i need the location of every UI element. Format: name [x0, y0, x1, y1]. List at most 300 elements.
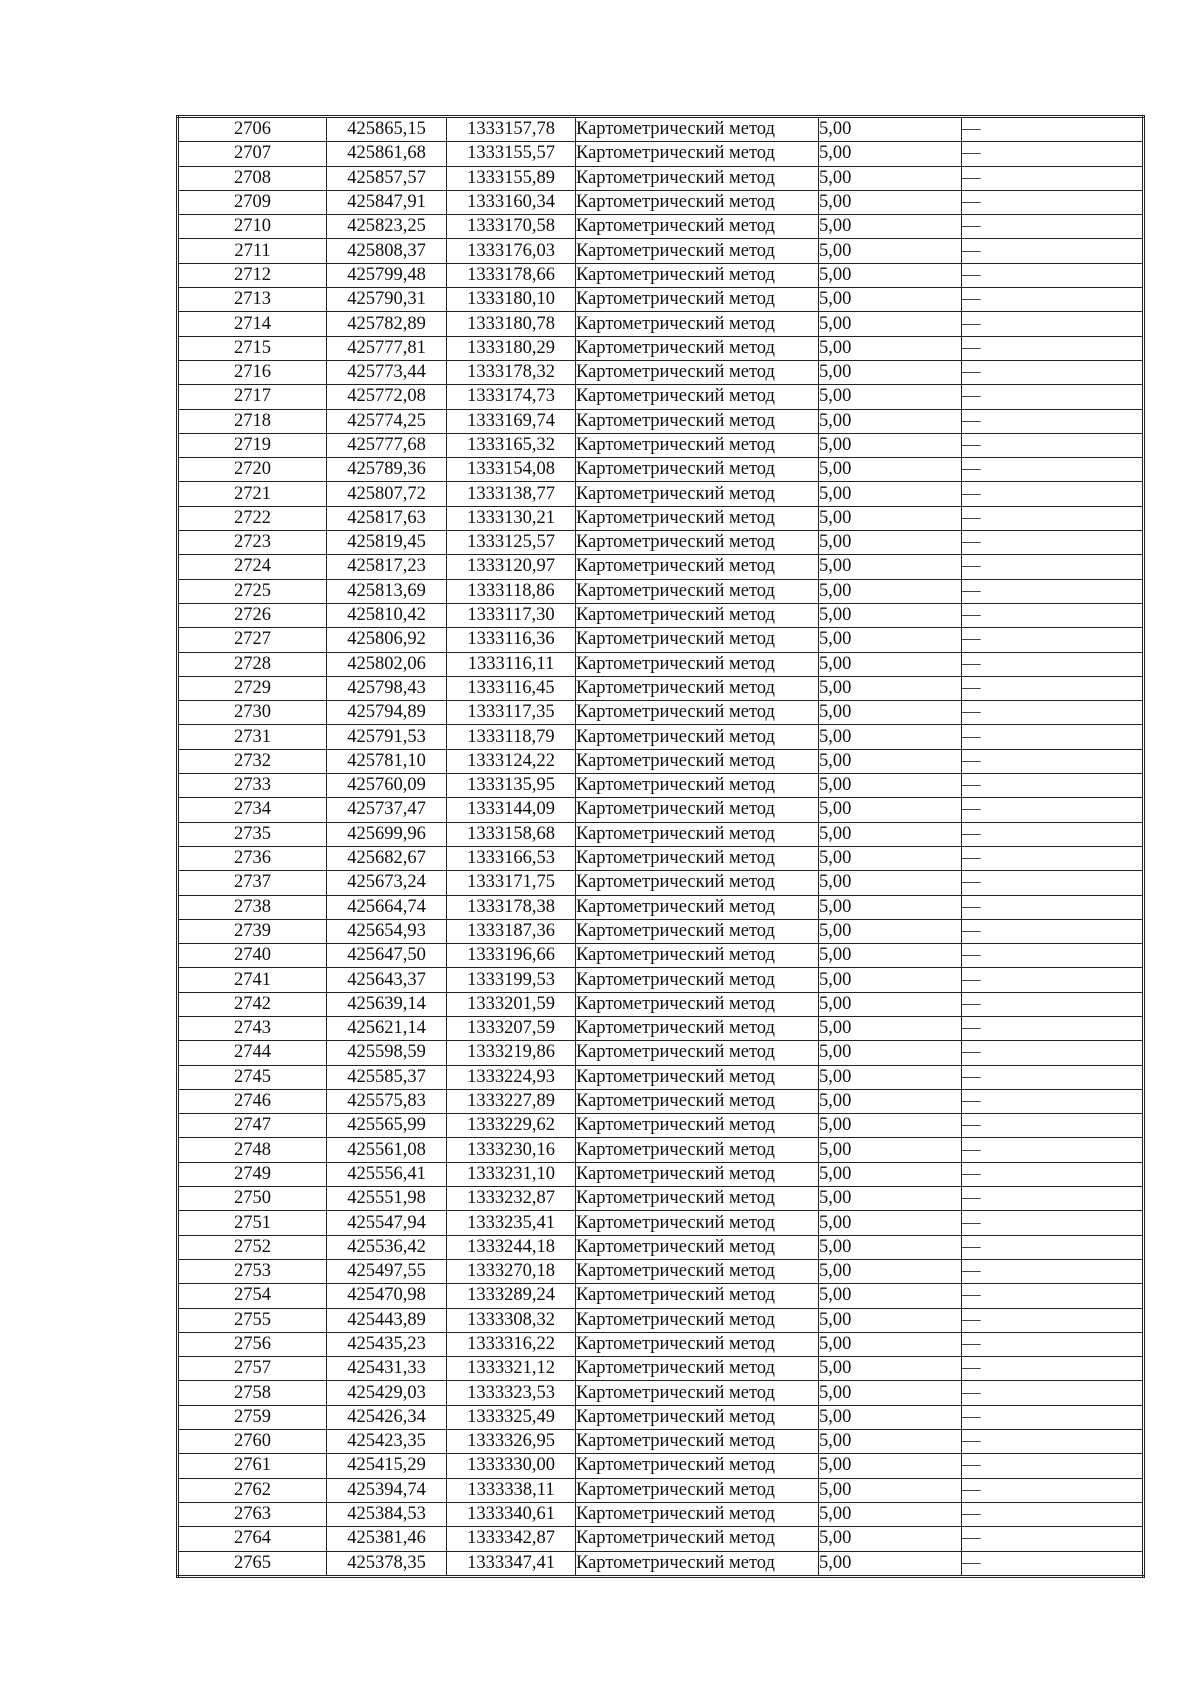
- description-cell: —: [962, 288, 1144, 312]
- table-row: [178, 312, 1144, 336]
- description-cell: —: [962, 1308, 1144, 1332]
- accuracy-cell: 5,00: [819, 895, 962, 919]
- table-row: [178, 774, 1144, 798]
- y-coordinate-cell: 1333120,97: [447, 555, 576, 579]
- accuracy-cell: 5,00: [819, 190, 962, 214]
- description-cell: —: [962, 1041, 1144, 1065]
- point-number-cell: 2734: [178, 798, 327, 822]
- description-cell: —: [962, 1065, 1144, 1089]
- x-coordinate-cell: 425639,14: [327, 992, 447, 1016]
- x-coordinate-cell: 425429,03: [327, 1381, 447, 1405]
- description-cell: —: [962, 1138, 1144, 1162]
- table-row: [178, 1527, 1144, 1551]
- x-coordinate-cell: 425817,23: [327, 555, 447, 579]
- accuracy-cell: 5,00: [819, 1308, 962, 1332]
- point-number-cell: 2706: [178, 117, 327, 142]
- accuracy-cell: 5,00: [819, 1405, 962, 1429]
- y-coordinate-cell: 1333138,77: [447, 482, 576, 506]
- table-row: [178, 1016, 1144, 1040]
- method-cell: Картометрический метод: [576, 1235, 819, 1259]
- x-coordinate-cell: 425443,89: [327, 1308, 447, 1332]
- description-cell: —: [962, 1016, 1144, 1040]
- accuracy-cell: 5,00: [819, 117, 962, 142]
- table-row: [178, 1405, 1144, 1429]
- y-coordinate-cell: 1333323,53: [447, 1381, 576, 1405]
- x-coordinate-cell: 425682,67: [327, 846, 447, 870]
- description-cell: —: [962, 1381, 1144, 1405]
- description-cell: —: [962, 774, 1144, 798]
- accuracy-cell: 5,00: [819, 749, 962, 773]
- table-row: [178, 1381, 1144, 1405]
- y-coordinate-cell: 1333170,58: [447, 215, 576, 239]
- table-row: [178, 968, 1144, 992]
- method-cell: Картометрический метод: [576, 895, 819, 919]
- x-coordinate-cell: 425760,09: [327, 774, 447, 798]
- point-number-cell: 2755: [178, 1308, 327, 1332]
- point-number-cell: 2708: [178, 166, 327, 190]
- description-cell: —: [962, 1332, 1144, 1356]
- table-row: [178, 1065, 1144, 1089]
- table-row: [178, 1187, 1144, 1211]
- y-coordinate-cell: 1333342,87: [447, 1527, 576, 1551]
- description-cell: —: [962, 1211, 1144, 1235]
- table-row: [178, 919, 1144, 943]
- description-cell: —: [962, 1259, 1144, 1283]
- table-row: [178, 822, 1144, 846]
- table-row: [178, 944, 1144, 968]
- method-cell: Картометрический метод: [576, 1357, 819, 1381]
- y-coordinate-cell: 1333325,49: [447, 1405, 576, 1429]
- table-row: [178, 1502, 1144, 1526]
- method-cell: Картометрический метод: [576, 652, 819, 676]
- method-cell: Картометрический метод: [576, 288, 819, 312]
- accuracy-cell: 5,00: [819, 1089, 962, 1113]
- x-coordinate-cell: 425699,96: [327, 822, 447, 846]
- accuracy-cell: 5,00: [819, 1284, 962, 1308]
- table-row: [178, 117, 1144, 142]
- y-coordinate-cell: 1333176,03: [447, 239, 576, 263]
- accuracy-cell: 5,00: [819, 531, 962, 555]
- y-coordinate-cell: 1333340,61: [447, 1502, 576, 1526]
- x-coordinate-cell: 425415,29: [327, 1454, 447, 1478]
- method-cell: Картометрический метод: [576, 1430, 819, 1454]
- table-row: [178, 288, 1144, 312]
- table-row: [178, 676, 1144, 700]
- y-coordinate-cell: 1333116,45: [447, 676, 576, 700]
- method-cell: Картометрический метод: [576, 263, 819, 287]
- table-row: [178, 652, 1144, 676]
- table-row: [178, 190, 1144, 214]
- description-cell: —: [962, 1235, 1144, 1259]
- point-number-cell: 2754: [178, 1284, 327, 1308]
- x-coordinate-cell: 425561,08: [327, 1138, 447, 1162]
- description-cell: —: [962, 968, 1144, 992]
- point-number-cell: 2761: [178, 1454, 327, 1478]
- y-coordinate-cell: 1333244,18: [447, 1235, 576, 1259]
- accuracy-cell: 5,00: [819, 1381, 962, 1405]
- accuracy-cell: 5,00: [819, 628, 962, 652]
- description-cell: —: [962, 1527, 1144, 1551]
- x-coordinate-cell: 425381,46: [327, 1527, 447, 1551]
- table-row: [178, 628, 1144, 652]
- y-coordinate-cell: 1333180,78: [447, 312, 576, 336]
- accuracy-cell: 5,00: [819, 166, 962, 190]
- method-cell: Картометрический метод: [576, 846, 819, 870]
- method-cell: Картометрический метод: [576, 603, 819, 627]
- accuracy-cell: 5,00: [819, 385, 962, 409]
- table-row: [178, 1114, 1144, 1138]
- description-cell: —: [962, 263, 1144, 287]
- x-coordinate-cell: 425789,36: [327, 458, 447, 482]
- description-cell: —: [962, 846, 1144, 870]
- method-cell: Картометрический метод: [576, 798, 819, 822]
- description-cell: —: [962, 579, 1144, 603]
- point-number-cell: 2720: [178, 458, 327, 482]
- y-coordinate-cell: 1333219,86: [447, 1041, 576, 1065]
- accuracy-cell: 5,00: [819, 871, 962, 895]
- point-number-cell: 2721: [178, 482, 327, 506]
- description-cell: —: [962, 1284, 1144, 1308]
- x-coordinate-cell: 425772,08: [327, 385, 447, 409]
- description-cell: —: [962, 919, 1144, 943]
- description-cell: —: [962, 749, 1144, 773]
- y-coordinate-cell: 1333180,10: [447, 288, 576, 312]
- point-number-cell: 2756: [178, 1332, 327, 1356]
- method-cell: Картометрический метод: [576, 506, 819, 530]
- accuracy-cell: 5,00: [819, 1041, 962, 1065]
- x-coordinate-cell: 425813,69: [327, 579, 447, 603]
- point-number-cell: 2714: [178, 312, 327, 336]
- method-cell: Картометрический метод: [576, 336, 819, 360]
- point-number-cell: 2753: [178, 1259, 327, 1283]
- accuracy-cell: 5,00: [819, 555, 962, 579]
- point-number-cell: 2736: [178, 846, 327, 870]
- table-row: [178, 992, 1144, 1016]
- table-row: [178, 895, 1144, 919]
- accuracy-cell: 5,00: [819, 652, 962, 676]
- point-number-cell: 2758: [178, 1381, 327, 1405]
- method-cell: Картометрический метод: [576, 944, 819, 968]
- y-coordinate-cell: 1333178,66: [447, 263, 576, 287]
- x-coordinate-cell: 425847,91: [327, 190, 447, 214]
- point-number-cell: 2725: [178, 579, 327, 603]
- table-row: [178, 531, 1144, 555]
- x-coordinate-cell: 425394,74: [327, 1478, 447, 1502]
- method-cell: Картометрический метод: [576, 142, 819, 166]
- table-row: [178, 1332, 1144, 1356]
- table-row: [178, 433, 1144, 457]
- point-number-cell: 2749: [178, 1162, 327, 1186]
- accuracy-cell: 5,00: [819, 846, 962, 870]
- x-coordinate-cell: 425664,74: [327, 895, 447, 919]
- accuracy-cell: 5,00: [819, 1016, 962, 1040]
- y-coordinate-cell: 1333130,21: [447, 506, 576, 530]
- method-cell: Картометрический метод: [576, 190, 819, 214]
- method-cell: Картометрический метод: [576, 1016, 819, 1040]
- x-coordinate-cell: 425547,94: [327, 1211, 447, 1235]
- x-coordinate-cell: 425654,93: [327, 919, 447, 943]
- accuracy-cell: 5,00: [819, 1114, 962, 1138]
- x-coordinate-cell: 425378,35: [327, 1551, 447, 1576]
- y-coordinate-cell: 1333157,78: [447, 117, 576, 142]
- method-cell: Картометрический метод: [576, 1259, 819, 1283]
- x-coordinate-cell: 425673,24: [327, 871, 447, 895]
- x-coordinate-cell: 425777,68: [327, 433, 447, 457]
- table-row: [178, 846, 1144, 870]
- description-cell: —: [962, 215, 1144, 239]
- description-cell: —: [962, 1405, 1144, 1429]
- description-cell: —: [962, 117, 1144, 142]
- accuracy-cell: 5,00: [819, 1502, 962, 1526]
- table-row: [178, 482, 1144, 506]
- table-row: [178, 458, 1144, 482]
- accuracy-cell: 5,00: [819, 1430, 962, 1454]
- x-coordinate-cell: 425810,42: [327, 603, 447, 627]
- description-cell: —: [962, 676, 1144, 700]
- method-cell: Картометрический метод: [576, 1089, 819, 1113]
- accuracy-cell: 5,00: [819, 992, 962, 1016]
- y-coordinate-cell: 1333116,11: [447, 652, 576, 676]
- y-coordinate-cell: 1333169,74: [447, 409, 576, 433]
- point-number-cell: 2760: [178, 1430, 327, 1454]
- table-row: [178, 798, 1144, 822]
- point-number-cell: 2735: [178, 822, 327, 846]
- description-cell: —: [962, 652, 1144, 676]
- table-row: [178, 263, 1144, 287]
- method-cell: Картометрический метод: [576, 433, 819, 457]
- x-coordinate-cell: 425497,55: [327, 1259, 447, 1283]
- table-row: [178, 725, 1144, 749]
- accuracy-cell: 5,00: [819, 288, 962, 312]
- accuracy-cell: 5,00: [819, 482, 962, 506]
- method-cell: Картометрический метод: [576, 774, 819, 798]
- y-coordinate-cell: 1333116,36: [447, 628, 576, 652]
- x-coordinate-cell: 425777,81: [327, 336, 447, 360]
- method-cell: Картометрический метод: [576, 117, 819, 142]
- point-number-cell: 2715: [178, 336, 327, 360]
- y-coordinate-cell: 1333117,30: [447, 603, 576, 627]
- table-row: [178, 1211, 1144, 1235]
- description-cell: —: [962, 628, 1144, 652]
- method-cell: Картометрический метод: [576, 1187, 819, 1211]
- table-row: [178, 1259, 1144, 1283]
- point-number-cell: 2748: [178, 1138, 327, 1162]
- point-number-cell: 2729: [178, 676, 327, 700]
- table-row: [178, 701, 1144, 725]
- x-coordinate-cell: 425575,83: [327, 1089, 447, 1113]
- table-row: [178, 1138, 1144, 1162]
- x-coordinate-cell: 425790,31: [327, 288, 447, 312]
- accuracy-cell: 5,00: [819, 1235, 962, 1259]
- point-number-cell: 2743: [178, 1016, 327, 1040]
- x-coordinate-cell: 425470,98: [327, 1284, 447, 1308]
- table-row: [178, 1041, 1144, 1065]
- y-coordinate-cell: 1333187,36: [447, 919, 576, 943]
- description-cell: —: [962, 1162, 1144, 1186]
- y-coordinate-cell: 1333201,59: [447, 992, 576, 1016]
- point-number-cell: 2724: [178, 555, 327, 579]
- method-cell: Картометрический метод: [576, 1041, 819, 1065]
- description-cell: —: [962, 239, 1144, 263]
- point-number-cell: 2742: [178, 992, 327, 1016]
- description-cell: —: [962, 142, 1144, 166]
- description-cell: —: [962, 798, 1144, 822]
- y-coordinate-cell: 1333155,89: [447, 166, 576, 190]
- table-row: [178, 506, 1144, 530]
- method-cell: Картометрический метод: [576, 1405, 819, 1429]
- y-coordinate-cell: 1333125,57: [447, 531, 576, 555]
- description-cell: —: [962, 433, 1144, 457]
- description-cell: —: [962, 506, 1144, 530]
- description-cell: —: [962, 409, 1144, 433]
- y-coordinate-cell: 1333118,86: [447, 579, 576, 603]
- method-cell: Картометрический метод: [576, 1381, 819, 1405]
- method-cell: Картометрический метод: [576, 1527, 819, 1551]
- description-cell: —: [962, 1551, 1144, 1576]
- method-cell: Картометрический метод: [576, 676, 819, 700]
- point-number-cell: 2737: [178, 871, 327, 895]
- point-number-cell: 2712: [178, 263, 327, 287]
- x-coordinate-cell: 425426,34: [327, 1405, 447, 1429]
- x-coordinate-cell: 425773,44: [327, 360, 447, 384]
- point-number-cell: 2746: [178, 1089, 327, 1113]
- table-row: [178, 1162, 1144, 1186]
- coordinates-table-body: [178, 117, 1144, 1577]
- x-coordinate-cell: 425865,15: [327, 117, 447, 142]
- description-cell: —: [962, 531, 1144, 555]
- y-coordinate-cell: 1333144,09: [447, 798, 576, 822]
- accuracy-cell: 5,00: [819, 360, 962, 384]
- y-coordinate-cell: 1333224,93: [447, 1065, 576, 1089]
- x-coordinate-cell: 425621,14: [327, 1016, 447, 1040]
- table-row: [178, 166, 1144, 190]
- method-cell: Картометрический метод: [576, 871, 819, 895]
- accuracy-cell: 5,00: [819, 944, 962, 968]
- y-coordinate-cell: 1333232,87: [447, 1187, 576, 1211]
- point-number-cell: 2738: [178, 895, 327, 919]
- description-cell: —: [962, 725, 1144, 749]
- y-coordinate-cell: 1333118,79: [447, 725, 576, 749]
- x-coordinate-cell: 425598,59: [327, 1041, 447, 1065]
- point-number-cell: 2745: [178, 1065, 327, 1089]
- y-coordinate-cell: 1333135,95: [447, 774, 576, 798]
- accuracy-cell: 5,00: [819, 1527, 962, 1551]
- x-coordinate-cell: 425556,41: [327, 1162, 447, 1186]
- point-number-cell: 2764: [178, 1527, 327, 1551]
- x-coordinate-cell: 425823,25: [327, 215, 447, 239]
- accuracy-cell: 5,00: [819, 506, 962, 530]
- y-coordinate-cell: 1333178,32: [447, 360, 576, 384]
- method-cell: Картометрический метод: [576, 725, 819, 749]
- accuracy-cell: 5,00: [819, 968, 962, 992]
- description-cell: —: [962, 871, 1144, 895]
- x-coordinate-cell: 425782,89: [327, 312, 447, 336]
- y-coordinate-cell: 1333347,41: [447, 1551, 576, 1576]
- table-row: [178, 1551, 1144, 1576]
- description-cell: —: [962, 385, 1144, 409]
- y-coordinate-cell: 1333227,89: [447, 1089, 576, 1113]
- point-number-cell: 2727: [178, 628, 327, 652]
- point-number-cell: 2740: [178, 944, 327, 968]
- y-coordinate-cell: 1333165,32: [447, 433, 576, 457]
- coordinates-table-wrapper: [176, 115, 1142, 1578]
- description-cell: —: [962, 603, 1144, 627]
- x-coordinate-cell: 425794,89: [327, 701, 447, 725]
- y-coordinate-cell: 1333326,95: [447, 1430, 576, 1454]
- accuracy-cell: 5,00: [819, 239, 962, 263]
- x-coordinate-cell: 425435,23: [327, 1332, 447, 1356]
- x-coordinate-cell: 425565,99: [327, 1114, 447, 1138]
- coordinates-table: [176, 115, 1145, 1578]
- method-cell: Картометрический метод: [576, 555, 819, 579]
- point-number-cell: 2741: [178, 968, 327, 992]
- y-coordinate-cell: 1333117,35: [447, 701, 576, 725]
- point-number-cell: 2728: [178, 652, 327, 676]
- accuracy-cell: 5,00: [819, 725, 962, 749]
- point-number-cell: 2722: [178, 506, 327, 530]
- x-coordinate-cell: 425643,37: [327, 968, 447, 992]
- method-cell: Картометрический метод: [576, 166, 819, 190]
- accuracy-cell: 5,00: [819, 579, 962, 603]
- y-coordinate-cell: 1333180,29: [447, 336, 576, 360]
- table-row: [178, 1089, 1144, 1113]
- x-coordinate-cell: 425551,98: [327, 1187, 447, 1211]
- point-number-cell: 2757: [178, 1357, 327, 1381]
- point-number-cell: 2765: [178, 1551, 327, 1576]
- method-cell: Картометрический метод: [576, 628, 819, 652]
- method-cell: Картометрический метод: [576, 1478, 819, 1502]
- method-cell: Картометрический метод: [576, 992, 819, 1016]
- table-row: [178, 360, 1144, 384]
- description-cell: —: [962, 895, 1144, 919]
- method-cell: Картометрический метод: [576, 1284, 819, 1308]
- point-number-cell: 2716: [178, 360, 327, 384]
- table-row: [178, 871, 1144, 895]
- description-cell: —: [962, 312, 1144, 336]
- point-number-cell: 2751: [178, 1211, 327, 1235]
- description-cell: —: [962, 1430, 1144, 1454]
- accuracy-cell: 5,00: [819, 1357, 962, 1381]
- point-number-cell: 2707: [178, 142, 327, 166]
- accuracy-cell: 5,00: [819, 409, 962, 433]
- table-row: [178, 1235, 1144, 1259]
- method-cell: Картометрический метод: [576, 1551, 819, 1576]
- description-cell: —: [962, 944, 1144, 968]
- y-coordinate-cell: 1333154,08: [447, 458, 576, 482]
- accuracy-cell: 5,00: [819, 798, 962, 822]
- accuracy-cell: 5,00: [819, 458, 962, 482]
- y-coordinate-cell: 1333289,24: [447, 1284, 576, 1308]
- method-cell: Картометрический метод: [576, 1211, 819, 1235]
- accuracy-cell: 5,00: [819, 1551, 962, 1576]
- point-number-cell: 2723: [178, 531, 327, 555]
- method-cell: Картометрический метод: [576, 531, 819, 555]
- table-row: [178, 555, 1144, 579]
- point-number-cell: 2717: [178, 385, 327, 409]
- point-number-cell: 2733: [178, 774, 327, 798]
- x-coordinate-cell: 425798,43: [327, 676, 447, 700]
- x-coordinate-cell: 425857,57: [327, 166, 447, 190]
- x-coordinate-cell: 425806,92: [327, 628, 447, 652]
- point-number-cell: 2739: [178, 919, 327, 943]
- y-coordinate-cell: 1333155,57: [447, 142, 576, 166]
- description-cell: —: [962, 1114, 1144, 1138]
- y-coordinate-cell: 1333270,18: [447, 1259, 576, 1283]
- point-number-cell: 2709: [178, 190, 327, 214]
- point-number-cell: 2762: [178, 1478, 327, 1502]
- description-cell: —: [962, 701, 1144, 725]
- y-coordinate-cell: 1333160,34: [447, 190, 576, 214]
